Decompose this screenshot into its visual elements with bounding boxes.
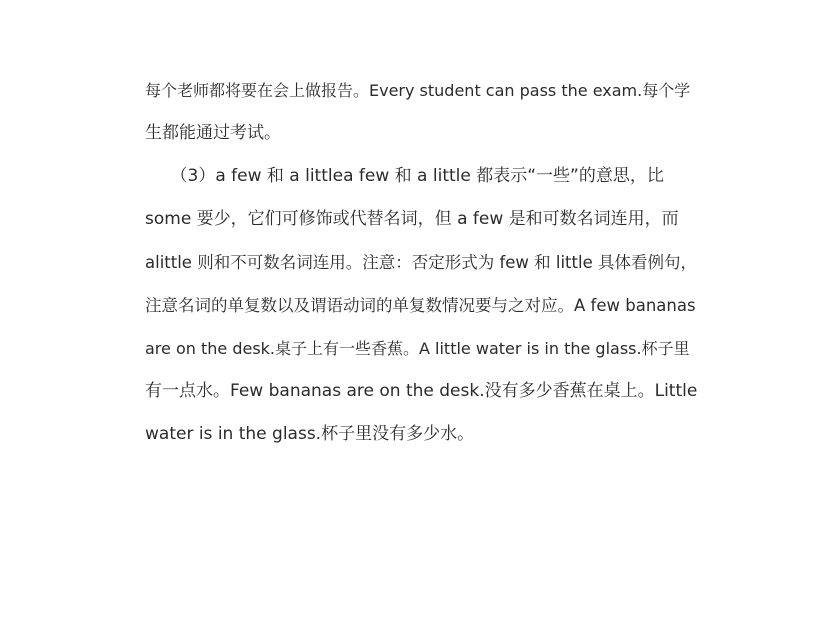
text-line: are on the desk.桌子上有一些香蕉。A little water is in the glass.杯子里 [145,339,690,358]
text-line: water is in the glass.杯子里没有多少水。 [145,424,475,444]
text-line: alittle 则和不可数名词连用。注意：否定形式为 few 和 little 具体看例句， [145,253,697,272]
text-line: （3）a few 和 a littlea few 和 a little 都表示“一些”的意思，比 [145,166,664,186]
text-line: 生都能通过考试。 [145,123,281,143]
document-body [145,69,701,456]
text-line: 每个老师都将要在会上做报告。Every student can pass the exam.每个学 [145,81,691,100]
text-line: 注意名词的单复数以及谓语动词的单复数情况要与之对应。A few bananas [145,296,696,315]
text-line: some 要少，它们可修饰或代替名词，但 a few 是和可数名词连用，而 [145,209,679,229]
text-line: 有一点水。Few bananas are on the desk.没有多少香蕉在桌上。Little [145,381,698,401]
